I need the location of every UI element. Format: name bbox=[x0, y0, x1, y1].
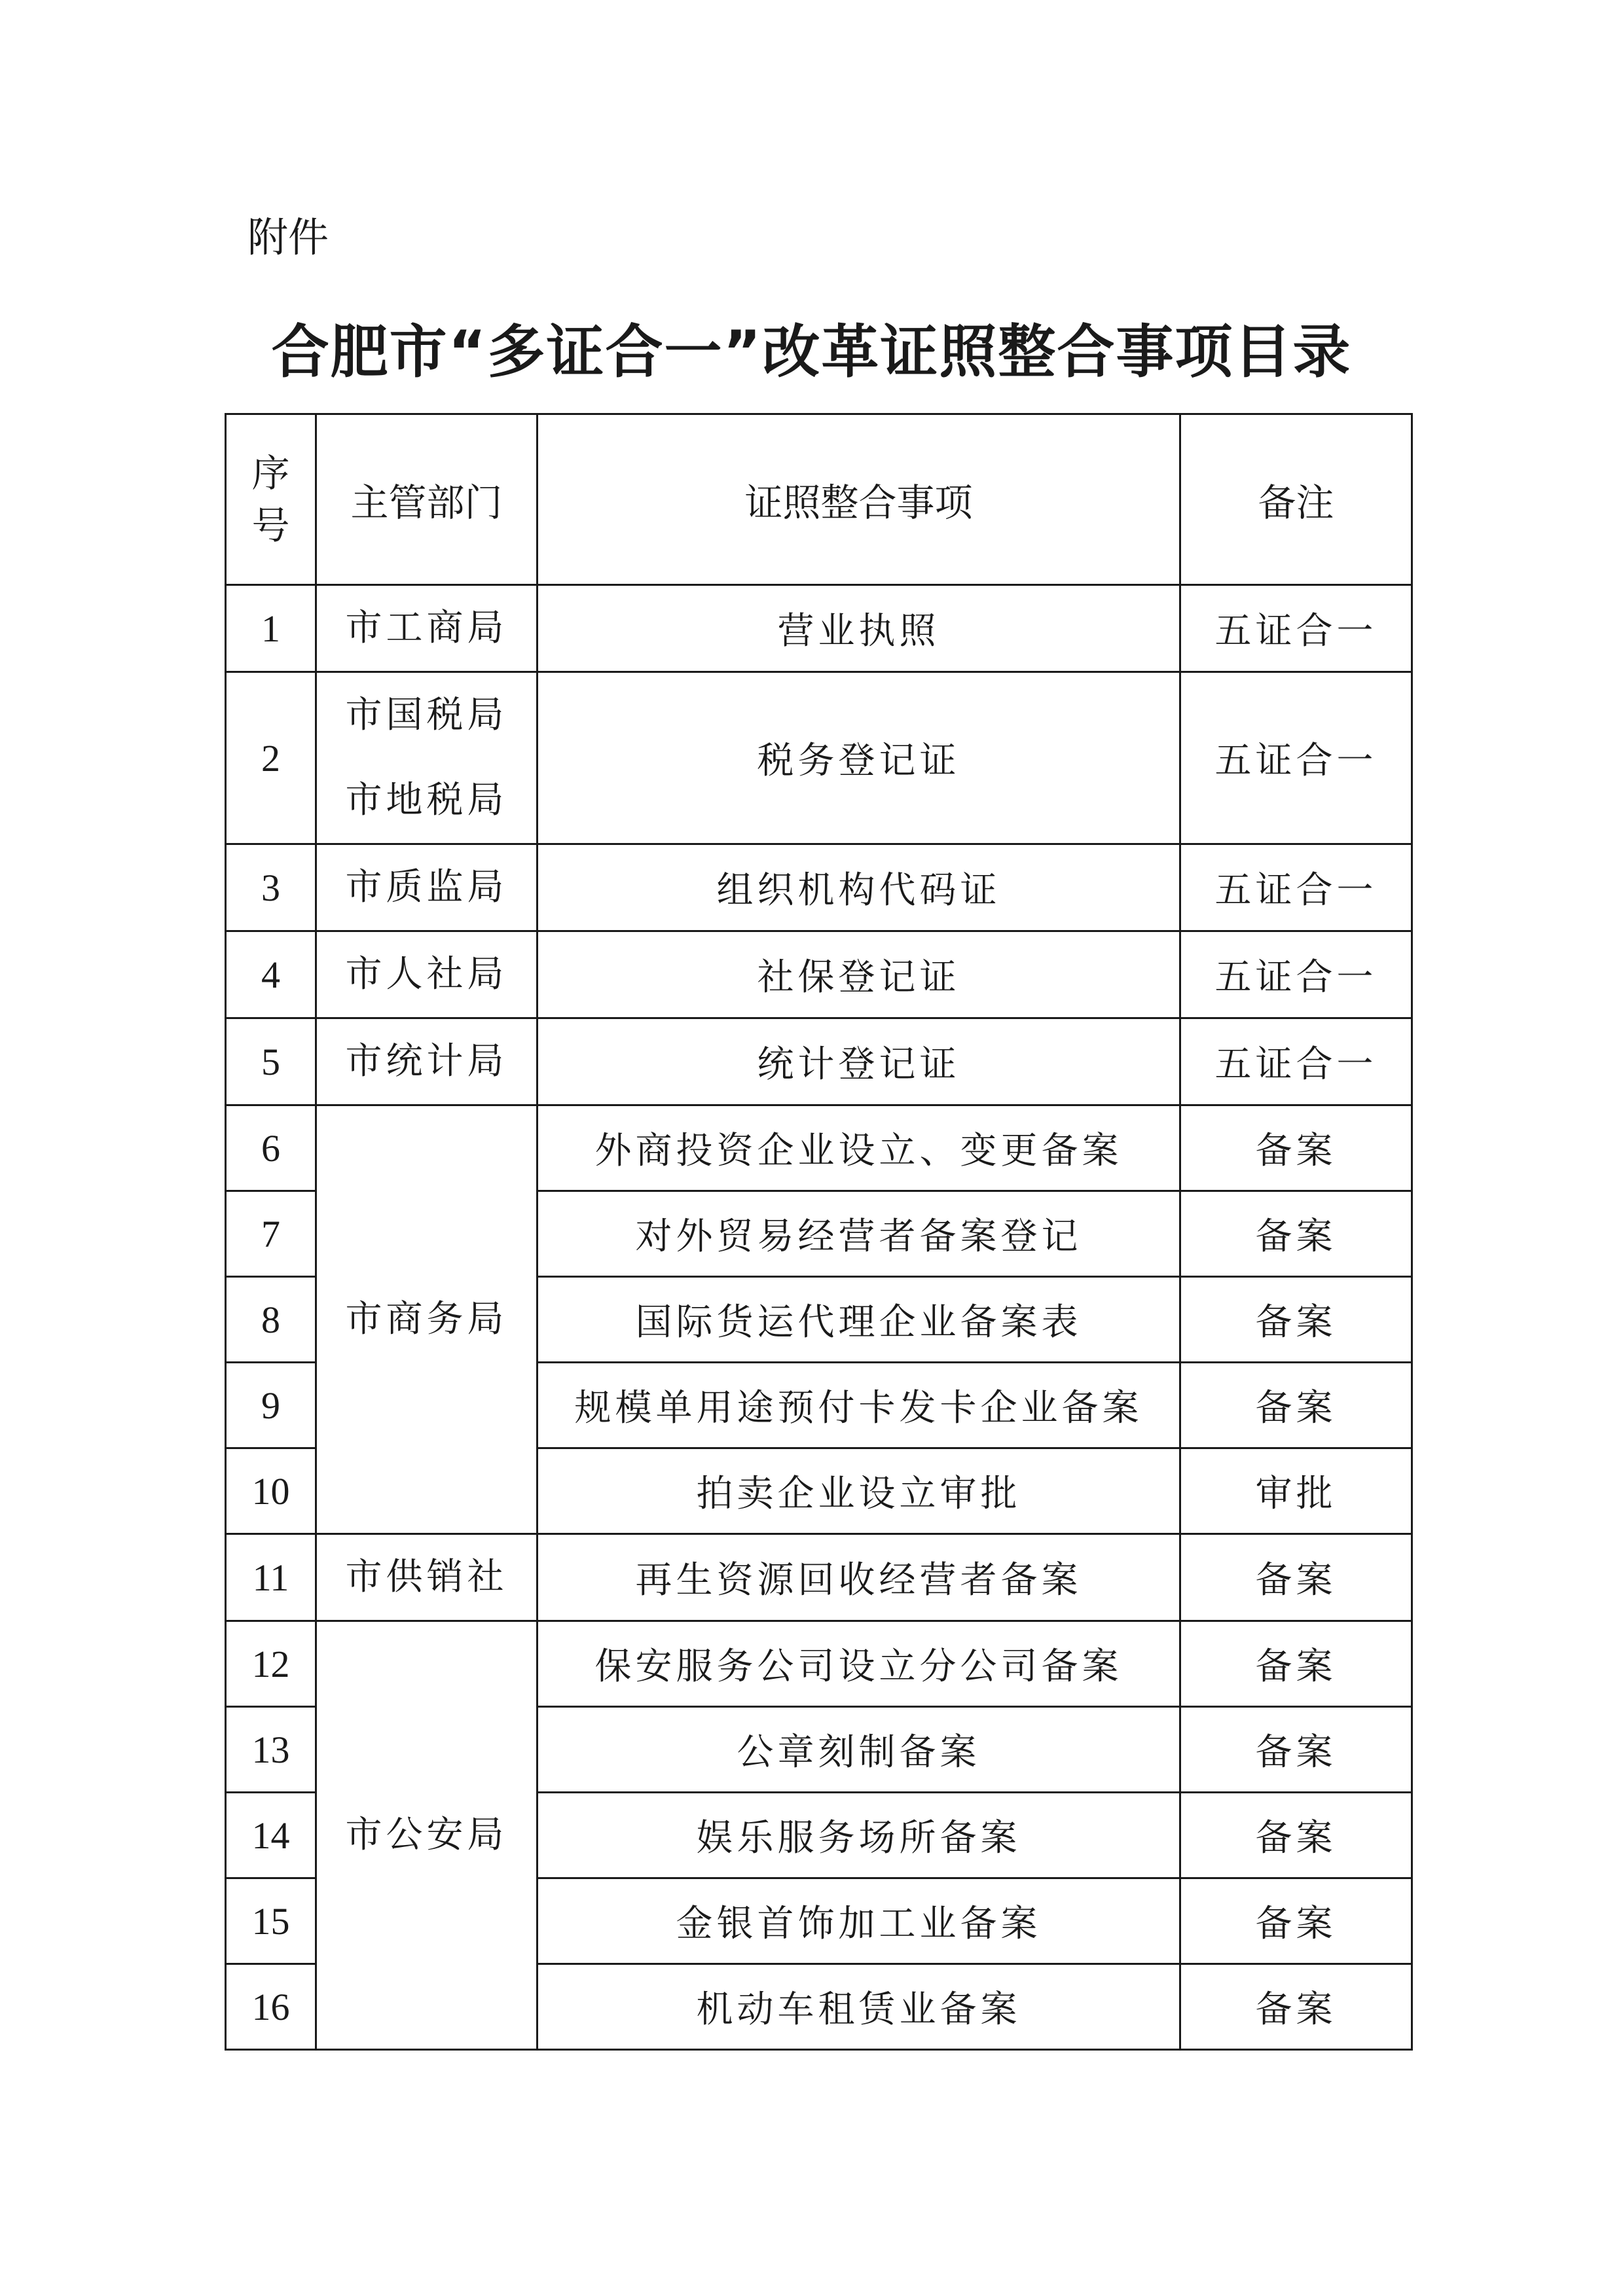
item-cell: 金银首饰加工业备案 bbox=[538, 1878, 1180, 1964]
row-number: 13 bbox=[226, 1707, 316, 1793]
item-cell: 营业执照 bbox=[538, 585, 1180, 672]
row-number: 1 bbox=[226, 585, 316, 672]
dept-name: 市人社局 bbox=[345, 953, 508, 996]
item-cell: 机动车租赁业备案 bbox=[538, 1964, 1180, 2050]
item-cell: 统计登记证 bbox=[538, 1018, 1180, 1105]
note-cell: 五证合一 bbox=[1180, 931, 1412, 1018]
header-dept: 主管部门 bbox=[316, 414, 538, 585]
dept-cell bbox=[316, 844, 538, 931]
dept-name: 市国税局 bbox=[345, 694, 508, 736]
note-cell: 备案 bbox=[1180, 1707, 1412, 1793]
catalog-table bbox=[225, 413, 1413, 2051]
row-number: 12 bbox=[226, 1621, 316, 1707]
table-row bbox=[226, 1534, 1412, 1621]
note-cell: 备案 bbox=[1180, 1105, 1412, 1191]
note-cell: 备案 bbox=[1180, 1191, 1412, 1277]
attachment-label: 附件 bbox=[247, 213, 329, 261]
header-item: 证照整合事项 bbox=[538, 414, 1180, 585]
dept-name: 市工商局 bbox=[345, 607, 508, 649]
note-cell: 备案 bbox=[1180, 1878, 1412, 1964]
dept-cell bbox=[316, 1018, 538, 1105]
note-cell: 五证合一 bbox=[1180, 585, 1412, 672]
note-cell: 五证合一 bbox=[1180, 672, 1412, 844]
item-cell: 对外贸易经营者备案登记 bbox=[538, 1191, 1180, 1277]
item-cell: 外商投资企业设立、变更备案 bbox=[538, 1105, 1180, 1191]
table-body bbox=[226, 585, 1412, 2050]
dept-cell bbox=[316, 1105, 538, 1534]
item-cell: 组织机构代码证 bbox=[538, 844, 1180, 931]
item-cell: 公章刻制备案 bbox=[538, 1707, 1180, 1793]
header-row bbox=[226, 414, 1412, 585]
table-row bbox=[226, 844, 1412, 931]
row-number: 9 bbox=[226, 1363, 316, 1448]
note-cell: 备案 bbox=[1180, 1793, 1412, 1878]
item-cell: 国际货运代理企业备案表 bbox=[538, 1277, 1180, 1363]
row-number: 6 bbox=[226, 1105, 316, 1191]
item-cell: 税务登记证 bbox=[538, 672, 1180, 844]
note-cell: 备案 bbox=[1180, 1964, 1412, 2050]
item-cell: 规模单用途预付卡发卡企业备案 bbox=[538, 1363, 1180, 1448]
note-cell: 备案 bbox=[1180, 1277, 1412, 1363]
row-number: 10 bbox=[226, 1448, 316, 1534]
row-number: 15 bbox=[226, 1878, 316, 1964]
table-header bbox=[226, 414, 1412, 585]
header-note: 备注 bbox=[1180, 414, 1412, 585]
header-seq-line2: 号 bbox=[251, 503, 290, 548]
dept-cell bbox=[316, 1621, 538, 2050]
dept-cell bbox=[316, 931, 538, 1018]
dept-name: 市统计局 bbox=[345, 1040, 508, 1083]
note-cell: 备案 bbox=[1180, 1363, 1412, 1448]
item-cell: 再生资源回收经营者备案 bbox=[538, 1534, 1180, 1621]
item-cell: 娱乐服务场所备案 bbox=[538, 1793, 1180, 1878]
table-row bbox=[226, 1621, 1412, 1707]
table-row bbox=[226, 931, 1412, 1018]
row-number: 14 bbox=[226, 1793, 316, 1878]
item-cell: 拍卖企业设立审批 bbox=[538, 1448, 1180, 1534]
dept-name: 市质监局 bbox=[345, 866, 508, 908]
row-number: 2 bbox=[226, 672, 316, 844]
table-row bbox=[226, 672, 1412, 844]
note-cell: 五证合一 bbox=[1180, 844, 1412, 931]
row-number: 11 bbox=[226, 1534, 316, 1621]
header-seq-line1: 序 bbox=[251, 451, 290, 495]
note-cell: 五证合一 bbox=[1180, 1018, 1412, 1105]
dept-cell bbox=[316, 585, 538, 672]
row-number: 16 bbox=[226, 1964, 316, 2050]
note-cell: 审批 bbox=[1180, 1448, 1412, 1534]
note-cell: 备案 bbox=[1180, 1534, 1412, 1621]
table-row bbox=[226, 1105, 1412, 1191]
row-number: 3 bbox=[226, 844, 316, 931]
note-cell: 备案 bbox=[1180, 1621, 1412, 1707]
row-number: 5 bbox=[226, 1018, 316, 1105]
item-cell: 保安服务公司设立分公司备案 bbox=[538, 1621, 1180, 1707]
row-number: 4 bbox=[226, 931, 316, 1018]
table-row bbox=[226, 585, 1412, 672]
dept-cell bbox=[316, 672, 538, 844]
row-number: 7 bbox=[226, 1191, 316, 1277]
page-title: 合肥市“多证合一”改革证照整合事项目录 bbox=[271, 318, 1352, 386]
table-row bbox=[226, 1018, 1412, 1105]
dept-name: 市公安局 bbox=[345, 1814, 508, 1856]
dept-name: 市供销社 bbox=[345, 1556, 508, 1598]
header-seq bbox=[226, 414, 316, 585]
dept-name: 市商务局 bbox=[345, 1298, 508, 1340]
item-cell: 社保登记证 bbox=[538, 931, 1180, 1018]
dept-name: 市地税局 bbox=[345, 779, 508, 821]
dept-cell bbox=[316, 1534, 538, 1621]
row-number: 8 bbox=[226, 1277, 316, 1363]
